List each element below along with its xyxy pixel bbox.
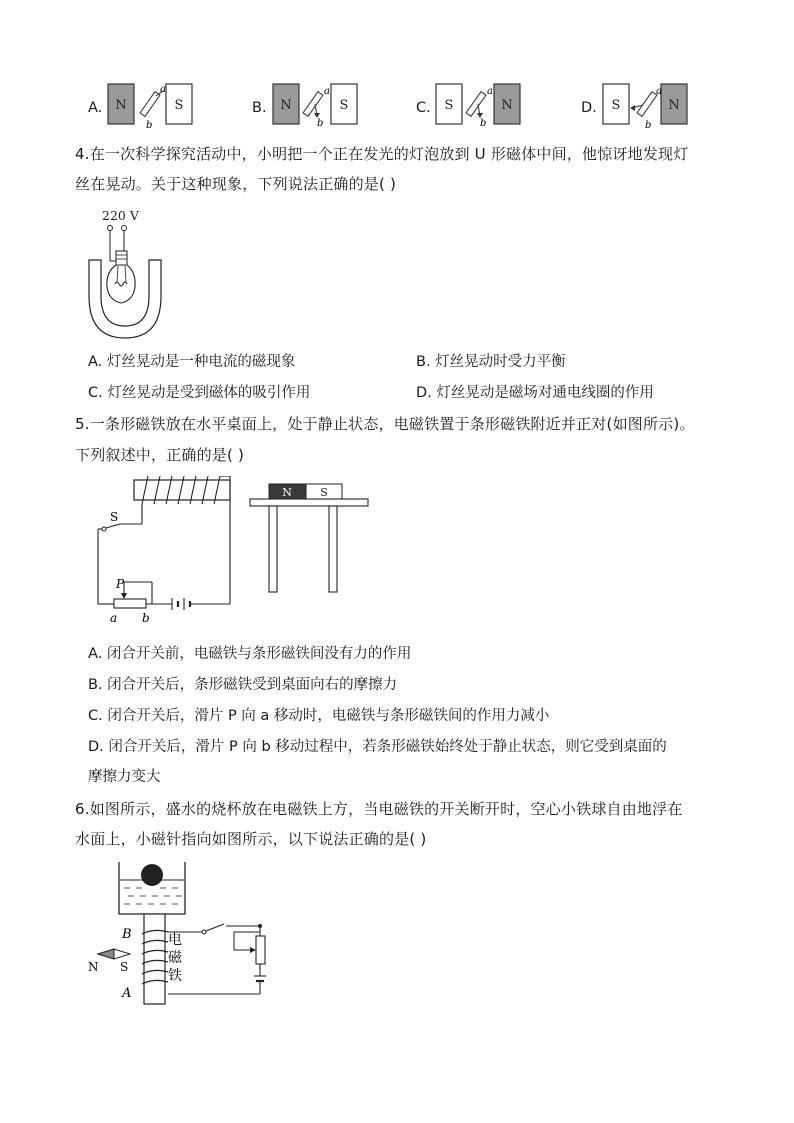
q4-stem-line1: 4.在一次科学探究活动中，小明把一个正在发光的灯泡放到 U 形磁体中间，他惊讶地发现灯 <box>75 145 689 163</box>
svg-text:N: N <box>282 486 292 499</box>
svg-text:b: b <box>480 118 487 129</box>
coil-label-3: 铁 <box>168 968 182 984</box>
svg-text:S: S <box>320 486 328 499</box>
q5-option-d-line2: 摩擦力变大 <box>88 769 161 785</box>
svg-text:S: S <box>339 98 349 113</box>
q3-option-d-label: D. <box>581 100 597 116</box>
bulb-base <box>116 251 127 265</box>
svg-text:a: a <box>487 86 493 97</box>
pole-left: N <box>115 98 127 113</box>
pole-right: S <box>174 98 184 113</box>
q5-stem-line1: 5.一条形磁铁放在水平桌面上，处于静止状态，电磁铁置于条形磁铁附近并正对(如图所示)。 <box>75 415 695 433</box>
svg-text:a: a <box>324 86 330 97</box>
q4-option-b: B. 灯丝晃动时受力平衡 <box>416 354 566 370</box>
q3-option-a-label: A. <box>88 100 103 116</box>
q5-option-c: C. 闭合开关后，滑片 P 向 a 移动时，电磁铁与条形磁铁间的作用力减小 <box>88 708 550 724</box>
q6-stem-line1: 6.如图所示，盛水的烧杯放在电磁铁上方，当电磁铁的开关断开时，空心小铁球自由地浮在 <box>75 800 683 818</box>
q3-option-b-label: B. <box>252 100 267 116</box>
q5-option-a: A. 闭合开关前，电磁铁与条形磁铁间没有力的作用 <box>88 646 412 662</box>
switch-blade <box>106 524 120 528</box>
svg-text:b: b <box>645 120 652 131</box>
end-a-label: A <box>122 986 132 1001</box>
svg-text:S: S <box>611 98 621 113</box>
switch-label: S <box>110 510 119 524</box>
voltage-label: 220 V <box>102 208 139 223</box>
water <box>124 888 182 904</box>
q3-option-a-figure <box>106 82 196 132</box>
q5-option-d-line1: D. 闭合开关后，滑片 P 向 b 移动过程中，若条形磁铁始终处于静止状态，则它受到桌面的 <box>88 739 667 755</box>
end-a: a <box>160 84 166 95</box>
slider-label: P <box>116 577 125 591</box>
q5-option-b: B. 闭合开关后，条形磁铁受到桌面向右的摩擦力 <box>88 677 398 693</box>
svg-text:b: b <box>317 118 324 129</box>
q3-option-c-figure <box>434 82 524 132</box>
svg-text:N: N <box>280 98 292 113</box>
table-top <box>250 499 368 506</box>
needle-n-label: N <box>88 960 99 974</box>
rheostat-end-b: b <box>142 611 150 625</box>
rheostat <box>256 936 265 964</box>
q4-figure-u-magnet-bulb <box>86 206 166 344</box>
q3-option-b-figure <box>271 82 361 132</box>
end-b-label: B <box>122 927 132 942</box>
svg-text:a: a <box>656 86 662 97</box>
rheostat-end-a: a <box>110 611 118 625</box>
bulb-glass <box>107 265 135 303</box>
q4-option-a: A. 灯丝晃动是一种电流的磁现象 <box>88 354 296 370</box>
q5-figure-electromagnet-circuit <box>92 476 382 628</box>
q4-option-c: C. 灯丝晃动是受到磁体的吸引作用 <box>88 385 311 401</box>
needle-s-label: S <box>120 960 129 974</box>
q4-stem-line2: 丝在晃动。关于这种现象，下列说法正确的是( ) <box>75 175 397 193</box>
svg-text:N: N <box>668 98 680 113</box>
rheostat <box>114 599 146 608</box>
iron-ball <box>141 864 163 886</box>
q5-stem-line2: 下列叙述中，正确的是( ) <box>75 446 245 464</box>
q3-option-d-figure <box>601 82 691 132</box>
q3-option-c-label: C. <box>416 100 431 116</box>
svg-text:N: N <box>501 98 513 113</box>
q6-stem-line2: 水面上，小磁针指向如图所示，以下说法正确的是( ) <box>75 830 427 848</box>
q6-figure-beaker-electromagnet <box>84 860 284 1008</box>
coil-label-1: 电 <box>168 932 182 948</box>
table-leg-left <box>269 506 277 592</box>
table-leg-right <box>329 506 337 592</box>
end-b: b <box>146 120 153 131</box>
electromagnet-core <box>144 914 165 1004</box>
switch-blade <box>206 924 224 931</box>
svg-text:S: S <box>444 98 454 113</box>
q4-option-d: D. 灯丝晃动是磁场对通电线圈的作用 <box>416 385 654 401</box>
coil-label-2: 磁 <box>168 950 182 966</box>
